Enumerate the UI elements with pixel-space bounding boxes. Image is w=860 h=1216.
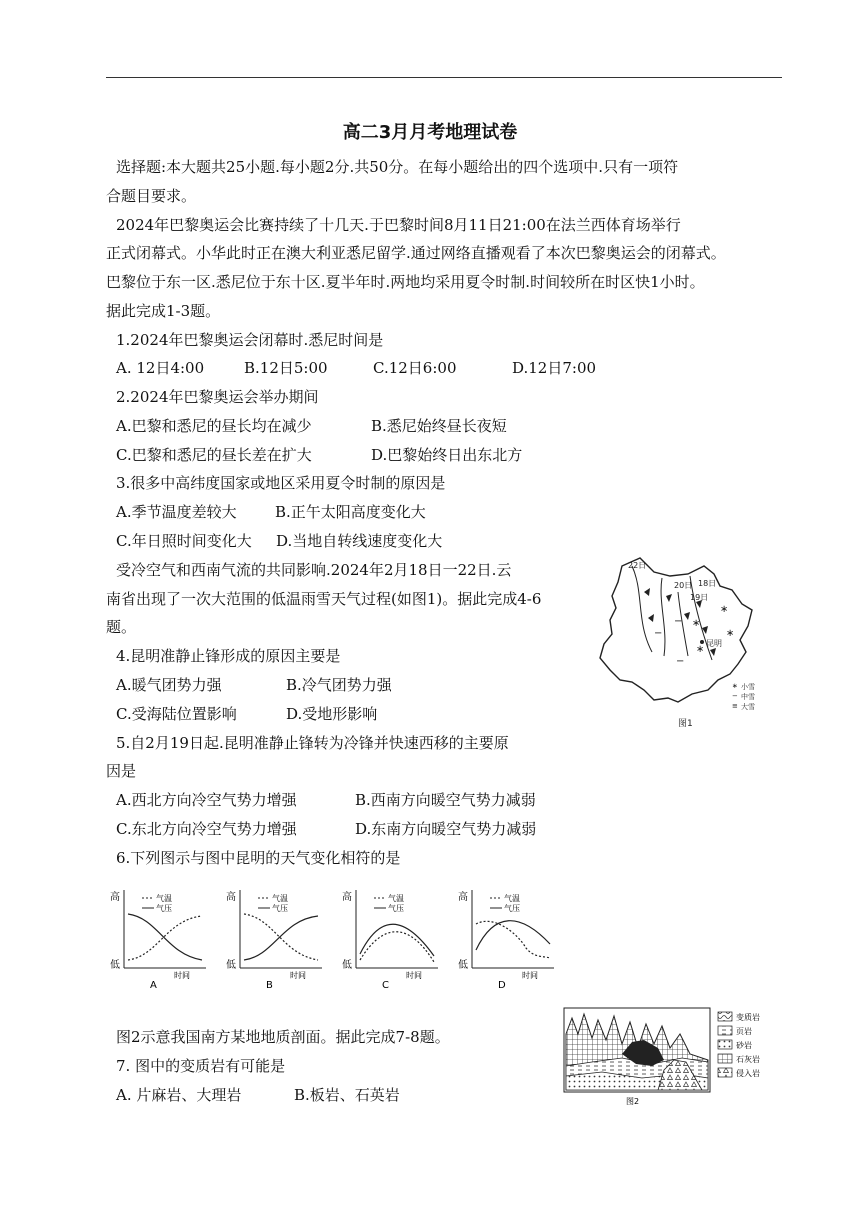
front-line-20 — [661, 578, 665, 656]
passage2-line-1: 受冷空气和西南气流的共同影响.2024年2月18日一22日.云 — [116, 561, 512, 579]
q2-option-b: B.悉尼始终昼长夜短 — [371, 417, 507, 435]
legend-limestone: 石灰岩 — [736, 1055, 760, 1064]
passage1-line-1: 2024年巴黎奥运会比赛持续了十几天.于巴黎时间8月11日21:00在法兰西体育场举行 — [116, 216, 681, 234]
chart-d-y-low: 低 — [458, 960, 468, 971]
chart-d-label: D — [498, 980, 506, 991]
chart-d-temperature-curve — [476, 921, 550, 958]
q2-option-d: D.巴黎始终日出东北方 — [371, 446, 523, 464]
chart-d-x-label: 时间 — [522, 971, 538, 980]
q3-option-c: C.年日照时间变化大 — [116, 532, 252, 550]
chart-d-legend-temp: 气温 — [504, 894, 520, 903]
legend-light-snow-symbol: ∗ — [732, 682, 738, 690]
figure-1-map — [592, 552, 764, 732]
chart-a — [110, 890, 206, 991]
chart-b-label: B — [266, 980, 273, 991]
q2-stem: 2.2024年巴黎奥运会举办期间 — [116, 388, 319, 406]
q2-option-c: C.巴黎和悉尼的昼长差在扩大 — [116, 446, 312, 464]
snow-mark: ∗ — [692, 618, 701, 629]
chart-d-y-high: 高 — [458, 892, 468, 903]
legend-moderate-snow: 中雪 — [741, 693, 755, 701]
q4-option-b: B.冷气团势力强 — [286, 676, 392, 694]
legend-sandstone-swatch — [718, 1040, 732, 1049]
date-label-22: 22日 — [628, 561, 647, 570]
q5-option-a: A.西北方向冷空气势力增强 — [116, 791, 297, 809]
chart-d-legend-pres: 气压 — [504, 904, 520, 913]
legend-metamorphic-swatch — [718, 1012, 732, 1021]
chart-d-pressure-curve — [476, 921, 550, 950]
chart-c-label: C — [382, 980, 389, 991]
q7-stem: 7. 图中的变质岩有可能是 — [116, 1057, 286, 1075]
date-label-19: 19日 — [690, 593, 709, 602]
q4-option-a: A.暖气团势力强 — [116, 676, 222, 694]
legend-moderate-snow-symbol: − — [732, 692, 738, 700]
q1-option-a: A. 12日4:00 — [116, 359, 205, 377]
date-label-20: 20日 — [674, 581, 693, 590]
q5-option-c: C.东北方向冷空气势力增强 — [116, 820, 297, 838]
q1-stem: 1.2024年巴黎奥运会闭幕时.悉尼时间是 — [116, 331, 384, 349]
legend-sandstone: 砂岩 — [736, 1041, 752, 1050]
legend-intrusive-swatch — [718, 1068, 732, 1077]
legend-limestone-swatch — [718, 1054, 732, 1063]
q1-option-b: B.12日5:00 — [244, 359, 328, 377]
q4-stem: 4.昆明准静止锋形成的原因主要是 — [116, 647, 341, 665]
snow-mark: − — [676, 656, 685, 667]
q3-option-b: B.正午太阳高度变化大 — [275, 503, 426, 521]
kunming-point — [700, 640, 704, 644]
legend-heavy-snow-symbol: ≡ — [732, 702, 738, 710]
snow-mark: ∗ — [720, 604, 729, 615]
chart-b-y-low: 低 — [226, 960, 236, 971]
chart-b-y-high: 高 — [226, 892, 236, 903]
snow-mark: − — [674, 616, 683, 627]
chart-c-pressure-curve — [360, 924, 434, 956]
legend-intrusive: 侵入岩 — [736, 1069, 760, 1078]
q4-option-c: C.受海陆位置影响 — [116, 705, 237, 723]
chart-a-x-label: 时间 — [174, 971, 190, 980]
q5-stem-line-2: 因是 — [106, 762, 137, 780]
legend-shale: 页岩 — [736, 1027, 752, 1036]
q1-option-d: D.12日7:00 — [512, 359, 597, 377]
figure-1-caption: 图1 — [678, 719, 693, 729]
snow-mark: ∗ — [696, 644, 705, 655]
figure-2-caption: 图2 — [626, 1097, 640, 1106]
front-triangle — [666, 594, 672, 602]
chart-d — [458, 890, 554, 991]
front-triangle — [648, 614, 654, 622]
chart-a-pressure-curve — [128, 914, 202, 960]
front-triangle — [710, 648, 716, 656]
q3-option-a: A.季节温度差较大 — [116, 503, 237, 521]
chart-a-y-high: 高 — [110, 892, 120, 903]
q5-option-d: D.东南方向暖空气势力减弱 — [355, 820, 537, 838]
q4-option-d: D.受地形影响 — [286, 705, 378, 723]
front-line-22 — [632, 566, 652, 652]
chart-a-legend-pres: 气压 — [156, 904, 172, 913]
intro-line-1: 选择题:本大题共25小题.每小题2分.共50分。在每小题给出的四个选项中.只有一项符 — [116, 158, 679, 176]
chart-c-legend-temp: 气温 — [388, 894, 404, 903]
snow-mark: − — [654, 628, 663, 639]
chart-c-x-label: 时间 — [406, 971, 422, 980]
legend-shale-swatch — [718, 1026, 732, 1035]
intro-line-2: 合题目要求。 — [106, 187, 197, 205]
q7-option-a: A. 片麻岩、大理岩 — [116, 1086, 242, 1104]
date-label-18: 18日 — [698, 579, 717, 588]
passage1-line-2: 正式闭幕式。小华此时正在澳大利亚悉尼留学.通过网络直播观看了本次巴黎奥运会的闭幕式。 — [106, 244, 726, 262]
q1-option-c: C.12日6:00 — [373, 359, 457, 377]
chart-a-label: A — [150, 980, 157, 991]
q5-option-b: B.西南方向暖空气势力减弱 — [355, 791, 536, 809]
figure-2-geologic-section — [562, 1004, 782, 1108]
q3-option-d: D.当地自转线速度变化大 — [276, 532, 443, 550]
passage2-line-2: 南省出现了一次大范围的低温雨雪天气过程(如图1)。据此完成4-6 — [106, 590, 542, 608]
chart-c-y-high: 高 — [342, 892, 352, 903]
chart-a-legend-temp: 气温 — [156, 894, 172, 903]
legend-metamorphic: 变质岩 — [736, 1013, 760, 1022]
legend-light-snow: 小雪 — [741, 683, 755, 691]
chart-b-legend-pres: 气压 — [272, 904, 288, 913]
passage2-line-3: 题。 — [106, 618, 137, 636]
snow-mark: ∗ — [726, 628, 735, 639]
passage1-line-3: 巴黎位于东一区.悉尼位于东十区.夏半年时.两地均采用夏令时制.时间较所在时区快1小时。 — [106, 273, 705, 291]
kunming-label: 昆明 — [706, 639, 722, 648]
header-rule — [106, 77, 782, 78]
legend-heavy-snow: 大雪 — [741, 703, 755, 711]
weather-charts — [106, 884, 566, 992]
front-triangle — [684, 612, 690, 620]
page-title: 高二3月月考地理试卷 — [342, 122, 518, 143]
chart-a-y-low: 低 — [110, 960, 120, 971]
q3-stem: 3.很多中高纬度国家或地区采用夏令时制的原因是 — [116, 474, 446, 492]
q6-stem: 6.下列图示与图中昆明的天气变化相符的是 — [116, 849, 401, 867]
chart-c — [342, 890, 438, 991]
passage3: 图2示意我国南方某地地质剖面。据此完成7-8题。 — [116, 1028, 450, 1046]
front-triangle — [644, 588, 650, 596]
chart-b-x-label: 时间 — [290, 971, 306, 980]
q2-option-a: A.巴黎和悉尼的昼长均在减少 — [116, 417, 312, 435]
chart-c-legend-pres: 气压 — [388, 904, 404, 913]
q7-option-b: B.板岩、石英岩 — [294, 1086, 400, 1104]
passage1-line-4: 据此完成1-3题。 — [106, 302, 221, 320]
chart-b — [226, 890, 322, 991]
q5-stem-line-1: 5.自2月19日起.昆明准静止锋转为冷锋并快速西移的主要原 — [116, 734, 509, 752]
chart-b-temperature-curve — [244, 914, 318, 960]
chart-c-y-low: 低 — [342, 960, 352, 971]
chart-b-legend-temp: 气温 — [272, 894, 288, 903]
